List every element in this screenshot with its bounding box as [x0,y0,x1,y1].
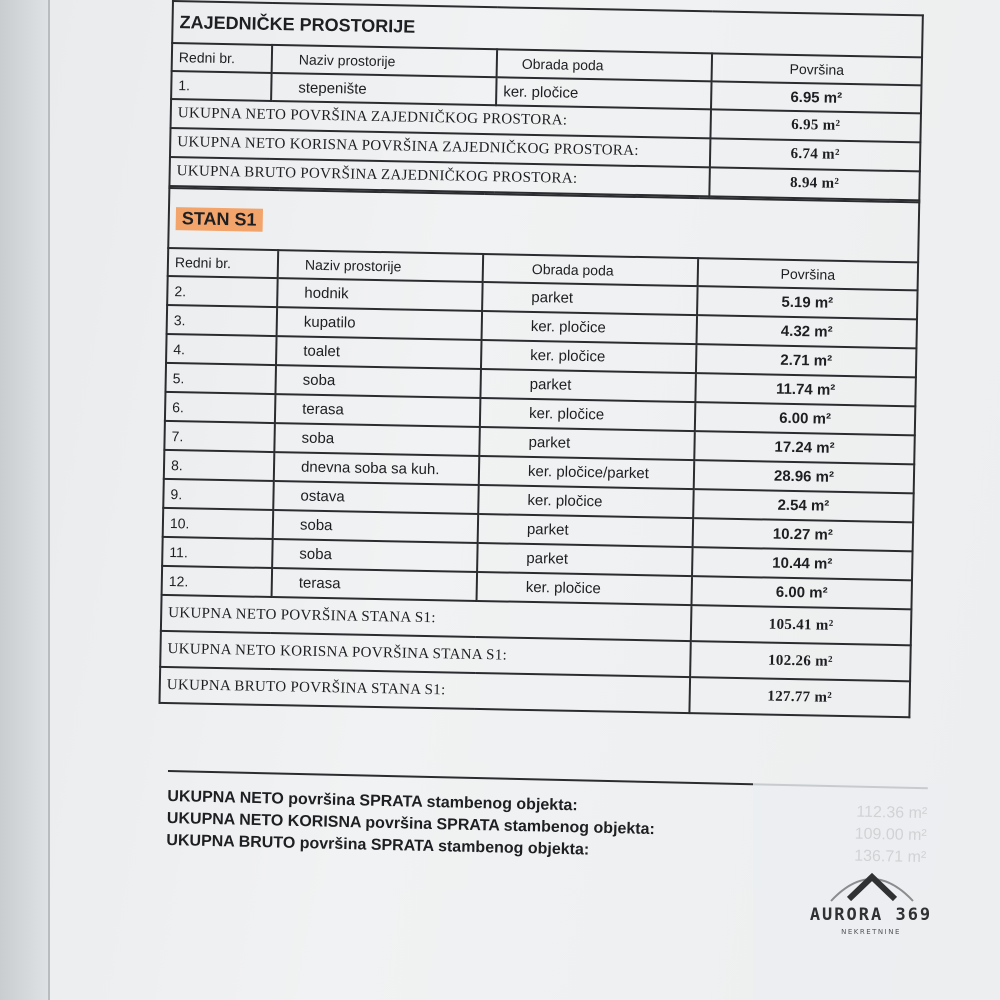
total-value: 8.94 m² [709,167,920,200]
row-no: 7. [164,421,275,452]
row-floor: ker. pločice [480,398,696,431]
row-name: stepenište [271,73,496,105]
total-label: UKUPNA NETO KORISNA POVRŠINA STANA S1: [160,631,691,677]
row-area: 10.27 m² [693,518,914,551]
total-label: UKUPNA BRUTO POVRŠINA STANA S1: [160,667,691,713]
apartment-s1-table [158,187,920,718]
row-area: 6.00 m² [691,576,912,609]
header-no: Redni br. [168,248,279,278]
row-name: toalet [276,336,482,369]
row-area: 11.74 m² [695,373,916,406]
watermark-name: AURORA 369 [809,905,933,925]
row-floor: parket [477,543,693,576]
row-floor: ker. pločice [477,572,693,605]
header-no: Redni br. [172,43,273,73]
row-floor: ker. pločice [481,340,697,373]
row-floor: parket [478,514,694,547]
row-name: hodnik [277,278,483,311]
watermark-subtitle: NEKRETNINE [841,928,901,936]
total-label: UKUPNA NETO KORISNA POVRŠINA ZAJEDNIČKOG PROSTORA: [170,128,710,167]
total-value: 105.41 m² [691,605,912,645]
apartment-title-highlight: STAN S1 [176,207,263,232]
row-name: soba [272,539,478,572]
background-sheet-edge [0,0,48,1000]
row-area: 2.54 m² [693,489,914,522]
row-area: 4.32 m² [696,315,917,348]
row-floor: ker. pločice/parket [479,456,695,489]
row-no: 4. [166,334,277,365]
row-no: 9. [163,479,274,510]
header-name: Naziv prostorije [278,250,483,282]
total-label: UKUPNA BRUTO POVRŠINA ZAJEDNIČKOG PROSTORA: [169,157,709,196]
row-name: terasa [275,394,481,427]
row-area: 6.00 m² [695,402,916,435]
row-floor: parket [480,369,696,402]
row-name: kupatilo [277,307,483,340]
row-floor: parket [482,282,698,315]
total-label: UKUPNA NETO POVRŠINA STANA S1: [161,595,692,641]
row-name: soba [274,423,480,456]
row-no: 8. [164,450,275,481]
header-floor: Obrada poda [483,254,698,286]
row-no: 12. [162,566,273,597]
total-value: 102.26 m² [690,641,911,681]
row-area: 17.24 m² [694,431,915,464]
floor-total-label: UKUPNA BRUTO površina SPRATA stambenog objekta: [166,831,590,859]
area-tables [158,0,921,718]
row-no: 1. [171,71,272,101]
header-area: Površina [698,258,918,290]
row-name: soba [273,510,479,543]
row-area: 28.96 m² [694,460,915,493]
row-name: ostava [273,481,479,514]
row-floor: ker. pločice [482,311,698,344]
row-area: 10.44 m² [692,547,913,580]
row-name: soba [275,365,481,398]
common-areas-table [168,0,923,201]
row-floor: ker. pločice [496,77,711,109]
floor-total-label: UKUPNA NETO površina SPRATA stambenog objekta: [167,787,578,815]
total-value: 127.77 m² [689,677,910,717]
row-area: 6.95 m² [711,81,922,113]
watermark-logo [753,783,989,1000]
total-label: UKUPNA NETO POVRŠINA ZAJEDNIČKOG PROSTORA: [171,99,711,138]
row-no: 3. [167,305,278,336]
row-name: dnevna soba sa kuh. [274,452,480,485]
row-no: 10. [163,508,274,539]
common-areas-title: ZAJEDNIČKE PROSTORIJE [172,1,923,57]
row-floor: parket [479,427,695,460]
floor-total-label: UKUPNA NETO KORISNA površina SPRATA stambenog objekta: [166,809,656,839]
house-roof-icon [827,863,917,903]
row-area: 5.19 m² [697,286,918,319]
header-area: Površina [712,53,923,85]
row-area: 2.71 m² [696,344,917,377]
row-no: 2. [167,276,278,307]
apartment-rows [162,276,918,609]
row-no: 6. [165,392,276,423]
header-floor: Obrada poda [497,49,712,81]
header-name: Naziv prostorije [272,45,497,77]
row-no: 11. [162,537,273,568]
row-name: terasa [272,568,478,601]
row-no: 5. [165,363,276,394]
total-value: 6.74 m² [710,138,921,171]
row-floor: ker. pločice [478,485,694,518]
total-value: 6.95 m² [710,109,921,142]
